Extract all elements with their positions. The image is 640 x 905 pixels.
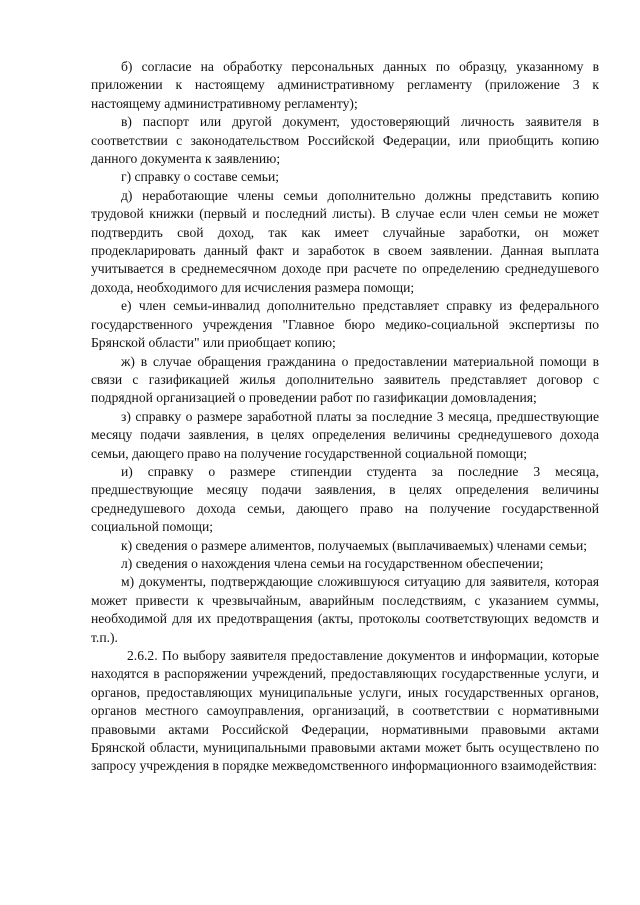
paragraph-d-unemployed-members: д) неработающие члены семьи дополнительно должны представить копию трудовой книжки (первый и последний листы). В случае если член семьи не может подтвердить свой доход, так как имеет случайные заработки, он может продекларировать данный факт и заработок в своем заявлении. Данная выплата учитывается в среднемесячном доходе при расчете по определению среднедушевого дохода, необходимого для исчисления размера помощи; [91,187,599,295]
paragraph-m-emergency-documents: м) документы, подтверждающие сложившуюся ситуацию для заявителя, которая может привести к чрезвычайным, аварийным последствиям, с указанием суммы, необходимой для их предотвращения (акты, протоколы соответствующих ведомств и т.п.). [91,574,599,645]
paragraph-b-consent: б) согласие на обработку персональных данных по образцу, указанному в приложении к настоящему административному регламенту (приложение 3 к настоящему административному регламенту); [91,59,599,111]
paragraph-zh-gasification: ж) в случае обращения гражданина о предоставлении материальной помощи в связи с газификацией жилья дополнительно заявитель представляет договор с подрядной организацией о проведении работ по газификации домовладения; [91,353,599,406]
paragraph-2-6-2: 2.6.2. По выбору заявителя предоставление документов и информации, которые находятся в распоряжении учреждений, предоставляющих государственные услуги, и органов, предоставляющих муниципальные услуги, иных государственных органов, органов местного самоуправления, организаций, в соответствии с нормативными правовыми актами Российской Федерации, нормативными правовыми актами Брянской области, муниципальными правовыми актами может быть осуществлено по запросу учреждения в порядке межведомственного информационного взаимодействия: [91,648,599,774]
paragraph-i-stipend-certificate: и) справку о размере стипендии студента за последние 3 месяца, предшествующие месяцу подачи заявления, в целях определения величины среднедушевого дохода семьи, дающего право на получение государственной социальной помощи; [91,463,599,535]
paragraph-l-state-support: л) сведения о нахождения члена семьи на государственном обеспечении; [121,555,544,571]
paragraph-e-disabled-member: е) член семьи-инвалид дополнительно представляет справку из федерального государственного учреждения "Главное бюро медико-социальной экспертизы по Брянской области" или приобщает копию; [91,298,599,351]
paragraph-v-passport: в) паспорт или другой документ, удостоверяющий личность заявителя в соответствии с законодательством Российской Федерации, или приобщить копию данного документа к заявлению; [91,114,599,167]
paragraph-k-alimony: к) сведения о размере алиментов, получаемых (выплачиваемых) членами семьи; [121,537,588,553]
document-page [91,58,599,776]
paragraph-g-family-composition: г) справку о составе семьи; [121,169,280,185]
paragraph-z-salary-certificate: з) справку о размере заработной платы за последние 3 месяца, предшествующие месяцу подачи заявления, в целях определения величины среднедушевого дохода семьи, дающего право на получение государственной социальной помощи; [91,408,599,461]
